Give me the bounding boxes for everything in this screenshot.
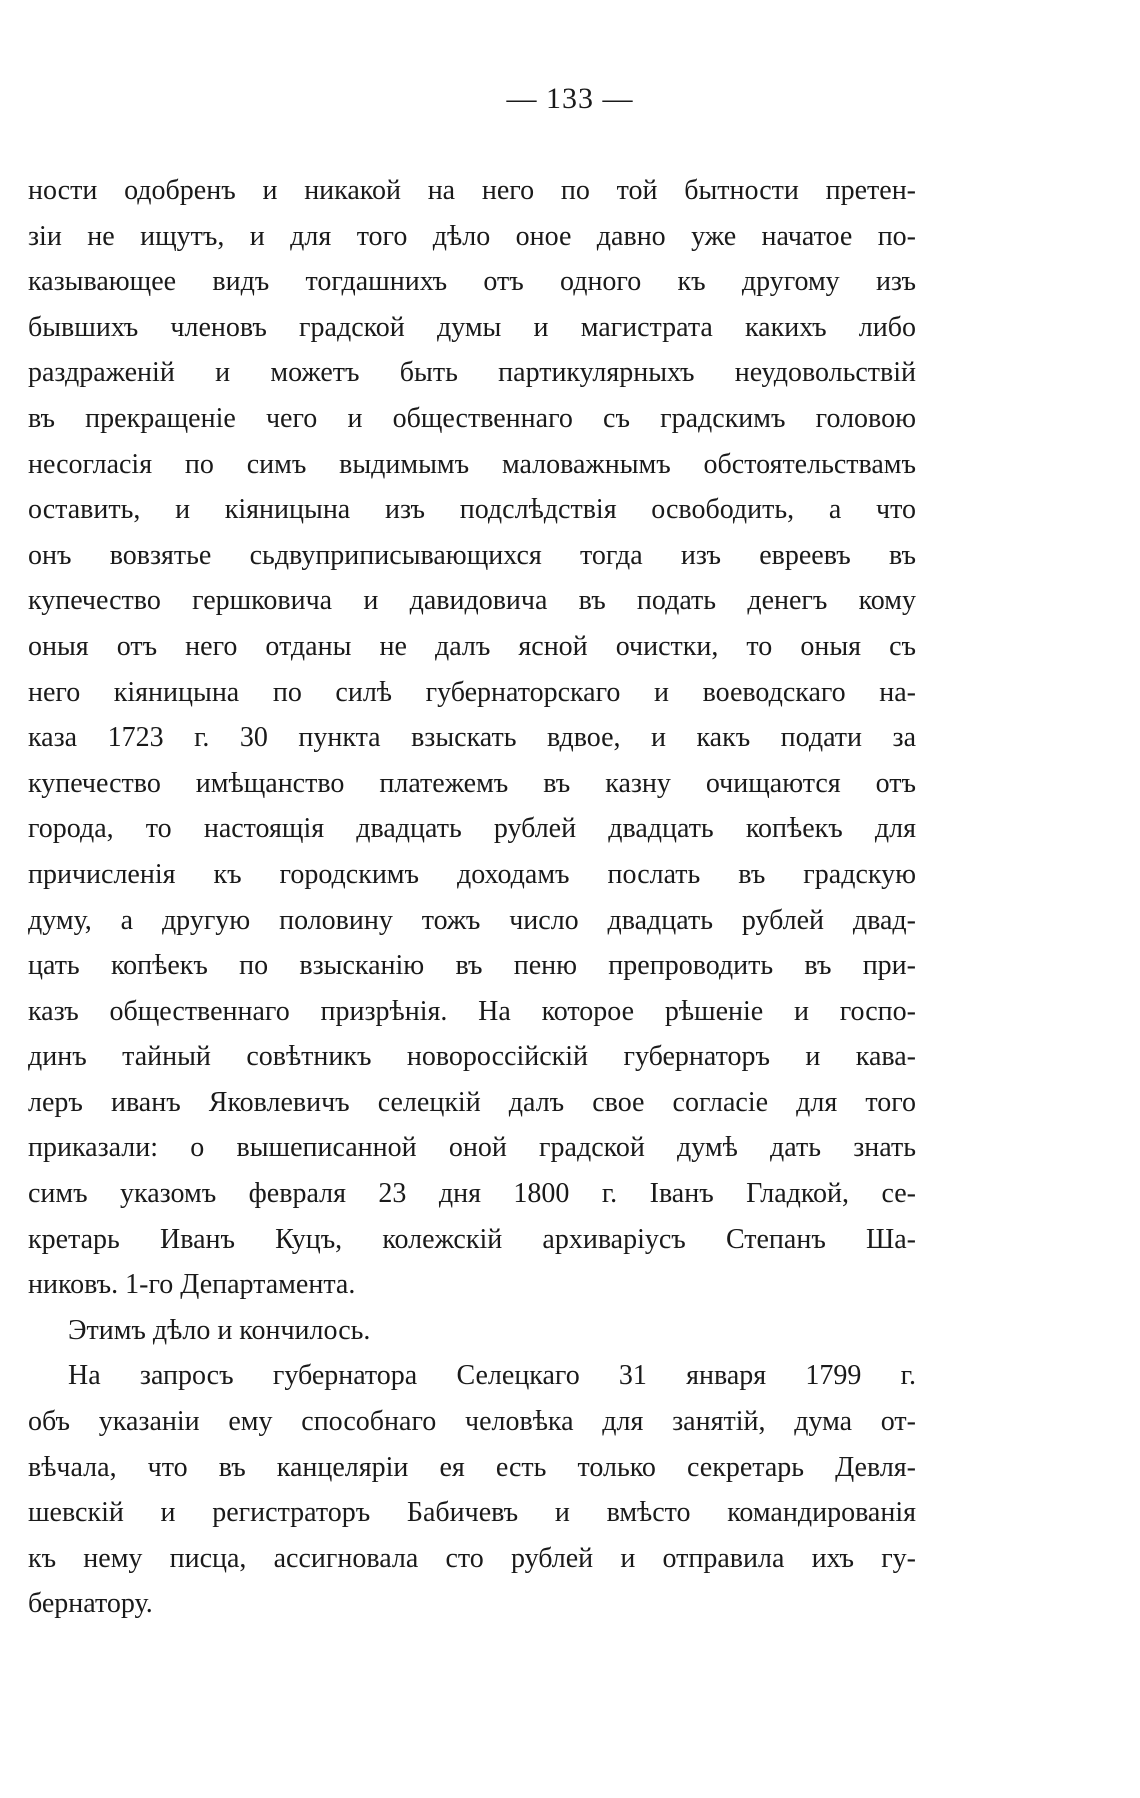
page-number: — 133 — bbox=[506, 82, 634, 115]
body-text bbox=[28, 168, 916, 1627]
text-line: Этимъ дѣло и кончилось. bbox=[68, 1314, 371, 1346]
text-line: шевскій и регистраторъ Бабичевъ и вмѣсто командированія bbox=[28, 1497, 916, 1529]
paragraph bbox=[28, 1353, 916, 1627]
text-line: онъ вовзятье сьдвуприписывающихся тогда изъ евреевъ въ bbox=[28, 539, 916, 571]
text-line: оставить, и кіяницына изъ подслѣдствія освободить, а что bbox=[28, 494, 916, 526]
text-line: причисленія къ городскимъ доходамъ послать въ градскую bbox=[28, 858, 916, 890]
text-line: казъ общественнаго призрѣнія. На которое рѣшеніе и госпо- bbox=[28, 995, 916, 1027]
text-line: къ нему писца, ассигновала сто рублей и отправила ихъ гу- bbox=[28, 1542, 916, 1574]
text-line: объ указаніи ему способнаго человѣка для занятій, дума от- bbox=[28, 1406, 916, 1438]
text-line: города, то настоящія двадцать рублей двадцать копѣекъ для bbox=[28, 813, 916, 845]
text-line: вѣчала, что въ канцеляріи ея есть только секретарь Девля- bbox=[28, 1451, 916, 1483]
text-line: оныя отъ него отданы не далъ ясной очистки, то оныя съ bbox=[28, 630, 916, 662]
text-line: приказали: о вышеписанной оной градской думѣ дать знать bbox=[28, 1132, 916, 1164]
text-line: кретарь Иванъ Куцъ, колежскій архиваріусъ Степанъ Ша- bbox=[28, 1223, 916, 1255]
text-line: симъ указомъ февраля 23 дня 1800 г. Іванъ Гладкой, се- bbox=[28, 1178, 916, 1210]
text-line: несогласія по симъ выдимымъ маловажнымъ обстоятельствамъ bbox=[28, 448, 916, 480]
text-line: казывающее видъ тогдашнихъ отъ одного къ другому изъ bbox=[28, 266, 916, 298]
text-line: него кіяницына по силѣ губернаторскаго и воеводскаго на- bbox=[28, 676, 916, 708]
text-line: каза 1723 г. 30 пункта взыскать вдвое, и какъ подати за bbox=[28, 722, 916, 754]
paragraph bbox=[28, 1308, 916, 1354]
text-line: купечество гершковича и давидовича въ подать денегъ кому bbox=[28, 585, 916, 617]
text-line: думу, а другую половину тожъ число двадцать рублей двад- bbox=[28, 904, 916, 936]
text-line: раздраженій и можетъ быть партикулярныхъ неудовольствій bbox=[28, 357, 916, 389]
text-line: ности одобренъ и никакой на него по той бытности претен- bbox=[28, 175, 916, 206]
text-line: динъ тайный совѣтникъ новороссійскій губернаторъ и кава- bbox=[28, 1041, 916, 1073]
text-line: цать копѣекъ по взысканію въ пеню препроводить въ при- bbox=[28, 950, 916, 982]
text-line: купечество имѣщанство платежемъ въ казну очищаются отъ bbox=[28, 767, 916, 799]
paragraph bbox=[28, 168, 916, 1308]
text-line: леръ иванъ Яковлевичъ селецкій далъ свое согласіе для того bbox=[28, 1086, 916, 1118]
text-line: въ прекращеніе чего и общественнаго съ градскимъ головою bbox=[28, 402, 916, 434]
text-line: зіи не ищутъ, и для того дѣло оное давно уже начатое по- bbox=[28, 220, 916, 252]
text-line: На запросъ губернатора Селецкаго 31 января 1799 г. bbox=[68, 1360, 916, 1392]
text-line: бернатору. bbox=[28, 1588, 153, 1620]
text-line: бывшихъ членовъ градской думы и магистрата какихъ либо bbox=[28, 311, 916, 343]
text-line: никовъ. 1-го Департамента. bbox=[28, 1269, 356, 1301]
